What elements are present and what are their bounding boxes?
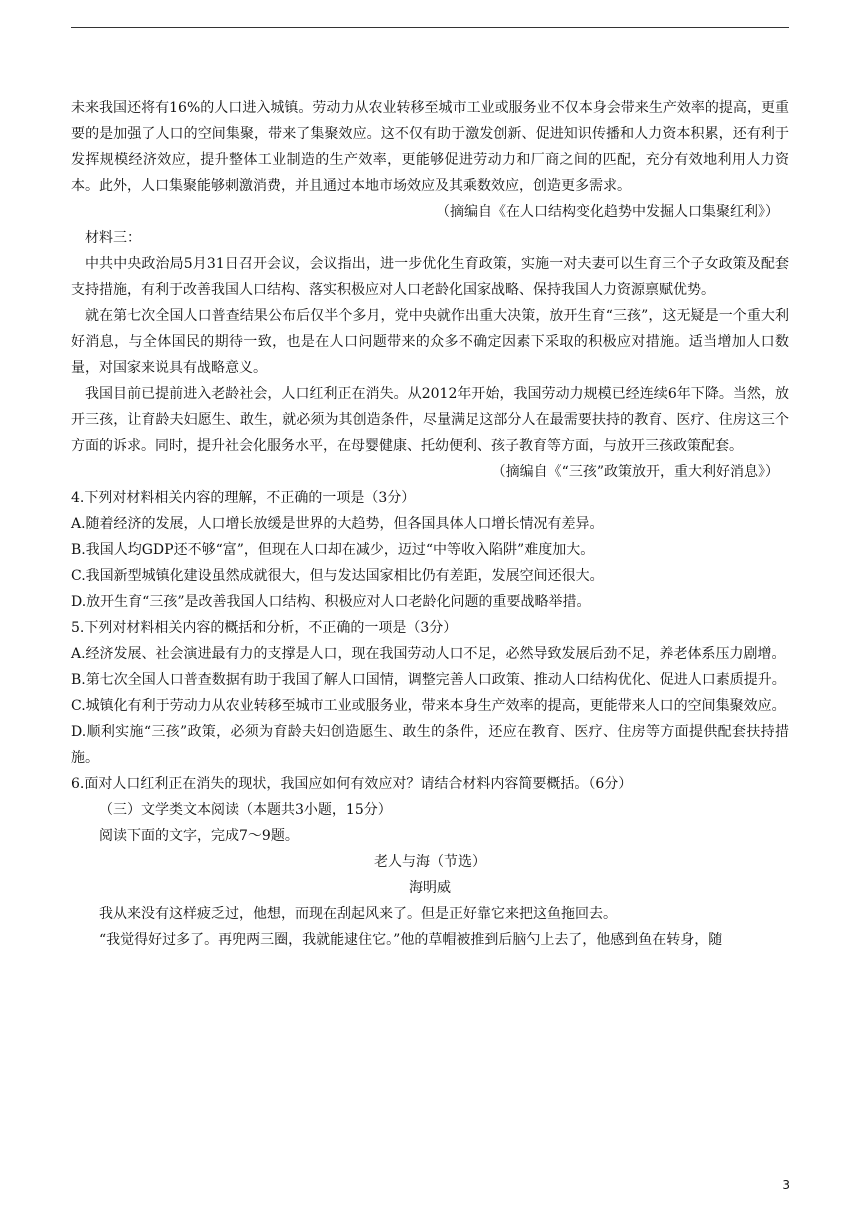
question-5-option-c: C.城镇化有利于劳动力从农业转移至城市工业或服务业，带来本身生产效率的提高，更能带来人口的空间集聚效应。 — [71, 698, 786, 714]
paragraph-politburo-meeting: 中共中央政治局5月31日召开会议，会议指出，进一步优化生育政策，实施一对夫妻可以生育三个子女政策及配套支持措施，有利于改善我国人口结构、落实积极应对人口老龄化国家战略、保持我国人力资源禀赋优势。 — [71, 256, 789, 298]
question-4-option-c: C.我国新型城镇化建设虽然成就很大，但与发达国家相比仍有差距，发展空间还很大。 — [71, 568, 604, 584]
question-6: 6.面对人口红利正在消失的现状，我国应如何有效应对？请结合材料内容简要概括。（6分） — [71, 776, 633, 792]
document-body — [71, 95, 789, 953]
question-4-option-d: D.放开生育“三孩”是改善我国人口结构、积极应对人口老龄化问题的重要战略举措。 — [71, 594, 591, 610]
paragraph-aging-society: 我国目前已提前进入老龄社会，人口红利正在消失。从2012年开始，我国劳动力规模已经连续6年下降。当然，放开三孩，让育龄夫妇愿生、敢生，就必须为其创造条件，尽量满足这部分人在最需要扶持的教育、医疗、住房这三个方面的诉求。同时，提升社会化服务水平，在母婴健康、托幼便利、孩子教育等方面，与放开三孩政策配套。 — [71, 386, 789, 454]
paragraph-three-child-decision: 就在第七次全国人口普查结果公布后仅半个多月，党中央就作出重大决策，放开生育“三孩”，这无疑是一个重大利好消息，与全体国民的期待一致，也是在人口问题带来的众多不确定因素下采取的积极应对措施。适当增加人口数量，对国家来说具有战略意义。 — [71, 308, 789, 376]
question-5-option-a: A.经济发展、社会演进最有力的支撑是人口，现在我国劳动人口不足，必然导致发展后劲不足，养老体系压力剧增。 — [71, 646, 786, 662]
question-5: 5.下列对材料相关内容的概括和分析，不正确的一项是（3分） — [71, 620, 458, 636]
passage-title: 老人与海（节选） — [374, 854, 486, 870]
paragraph-urbanization: 未来我国还将有16%的人口进入城镇。劳动力从农业转移至城市工业或服务业不仅本身会带来生产效率的提高，更重要的是加强了人口的空间集聚，带来了集聚效应。这不仅有助于激发创新、促进知识传播和人力资本积累，还有利于发挥规模经济效应，提升整体工业制造的生产效率，更能够促进劳动力和厂商之间的匹配，充分有效地利用人力资本。此外，人口集聚能够刺激消费，并且通过本地市场效应及其乘数效应，创造更多需求。 — [71, 100, 789, 194]
reading-instruction: 阅读下面的文字，完成7～9题。 — [99, 828, 299, 844]
header-rule — [71, 27, 789, 28]
passage-paragraph-1: 我从来没有这样疲乏过，他想，而现在刮起风来了。但是正好靠它来把这鱼拖回去。 — [99, 906, 617, 922]
question-5-option-b: B.第七次全国人口普查数据有助于我国了解人口国情，调整完善人口政策、推动人口结构优化、促进人口素质提升。 — [71, 672, 786, 688]
source-citation-2: （摘编自《“三孩”政策放开，重大利好消息》） — [491, 464, 779, 480]
page-number: 3 — [782, 1178, 790, 1192]
material-three-heading: 材料三： — [85, 230, 141, 246]
source-citation-1: （摘编自《在人口结构变化趋势中发掘人口集聚红利》） — [436, 204, 779, 220]
question-4-option-b: B.我国人均GDP还不够“富”，但现在人口却在减少，迈过“中等收入陷阱”难度加大。 — [71, 542, 595, 558]
question-4-option-a: A.随着经济的发展，人口增长放缓是世界的大趋势，但各国具体人口增长情况有差异。 — [71, 516, 604, 532]
passage-author: 海明威 — [409, 880, 451, 896]
section-literary-reading: （三）文学类文本阅读（本题共3小题，15分） — [99, 802, 392, 818]
passage-paragraph-2: “我觉得好过多了。再兜两三圈，我就能逮住它。”他的草帽被推到后脑勺上去了，他感到鱼在转身，随 — [99, 932, 723, 948]
question-4: 4.下列对材料相关内容的理解，不正确的一项是（3分） — [71, 490, 416, 506]
question-5-option-d: D.顺利实施“三孩”政策，必须为育龄夫妇创造愿生、敢生的条件，还应在教育、医疗、住房等方面提供配套扶持措施。 — [71, 724, 789, 766]
